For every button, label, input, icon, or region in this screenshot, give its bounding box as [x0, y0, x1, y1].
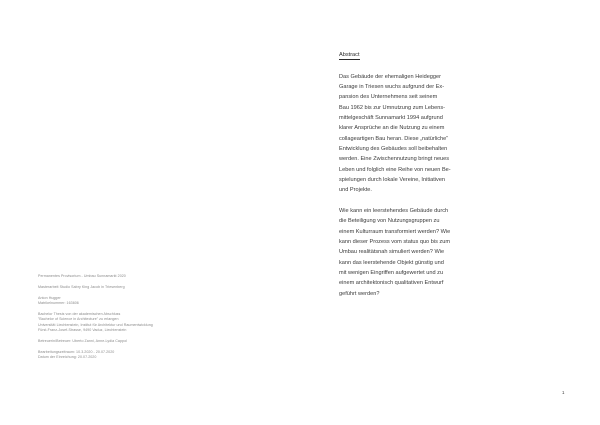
text-line: Wie kann ein leerstehendes Gebäude durch — [339, 207, 449, 214]
colophon-line: Bachelor Thesis von der akademischen Abschluss — [38, 311, 121, 316]
colophon-line: Fürst-Franz-Josef-Strasse, 9490 Vaduz, Liechtenstein — [38, 328, 127, 333]
text-line: spielungen durch lokale Vereine, Initiativen — [339, 176, 446, 183]
colophon-block — [38, 285, 238, 290]
text-line: mittelgeschäft Sunnamarkt 1994 aufgrund — [339, 114, 443, 121]
abstract-heading: Abstract — [339, 52, 360, 60]
text-line: Garage in Triesen wuchs aufgrund der Ex- — [339, 83, 445, 90]
colophon-block — [38, 296, 238, 307]
text-line: pansion des Unternehmens seit seinem — [339, 94, 438, 101]
colophon-block — [38, 312, 238, 334]
text-line: Entwicklung des Gebäudes soll beibehalten — [339, 145, 448, 152]
text-line: einem Kulturraum transformiert werden? Wie — [339, 228, 451, 235]
colophon-block — [38, 350, 238, 361]
colophon-block — [38, 339, 238, 344]
text-line: kann das leerstehende Objekt günstig und — [339, 259, 444, 266]
page-number: 1 — [562, 390, 565, 395]
colophon-line: Bearbeitungszeitraum: 10.3.2020 - 20.07.2020 — [38, 349, 115, 354]
text-line: geführt werden? — [339, 290, 380, 297]
text-line: Umbau realitätsnah simuliert werden? Wie — [339, 249, 445, 256]
colophon-line: Anton Hugger — [38, 295, 61, 300]
colophon-line: Betreuerin/Betreuer: Uberto Zanni, Anne-Lydia Cappol — [38, 338, 127, 343]
text-line: kann dieser Prozess vom status quo bis zum — [339, 239, 450, 245]
colophon-line: Universität Liechtenstein, Institut für Architektur und Raumentwicklung — [38, 322, 153, 327]
text-line: klarer Ansprüche an die Nutzung zu einem — [339, 125, 445, 132]
text-line: und Projekte. — [339, 187, 372, 194]
text-line: Leben und folglich eine Reihe von neuen Be- — [339, 166, 451, 173]
colophon-block — [38, 274, 238, 279]
text-line: einem architektonisch qualitativen Entwurf — [339, 280, 444, 287]
text-line: Bau 1962 bis zur Umnutzung zum Lebens- — [339, 104, 446, 111]
abstract-body — [339, 72, 479, 310]
text-line: mit wenigen Eingriffen aufgewertet und zu — [339, 270, 444, 277]
text-line: werden. Eine Zwischennutzung bringt neues — [339, 156, 450, 163]
colophon-line: "Bachelor of Science in Architecture" zu erlangen — [38, 317, 119, 322]
abstract-paragraph — [339, 72, 479, 196]
text-line: die Beteiligung von Nutzungsgruppen zu — [339, 218, 440, 225]
colophon-line: Permanentes Provisorium - Umbau Sunnamarkt 2020 — [38, 274, 126, 278]
colophon-line: Datum der Einreichung: 20.07.2020 — [38, 355, 97, 360]
colophon-line: Masterarbeit Studio Sabry King Jacob in Triesenberg — [38, 284, 125, 289]
text-line: collageartigen Bau heran. Diese „natürliche“ — [339, 135, 449, 142]
text-line: Das Gebäude der ehemaligen Heidegger — [339, 73, 441, 80]
colophon-line: Matrikelnummer: 163606 — [38, 301, 79, 305]
colophon — [38, 274, 238, 366]
abstract-paragraph — [339, 206, 479, 299]
